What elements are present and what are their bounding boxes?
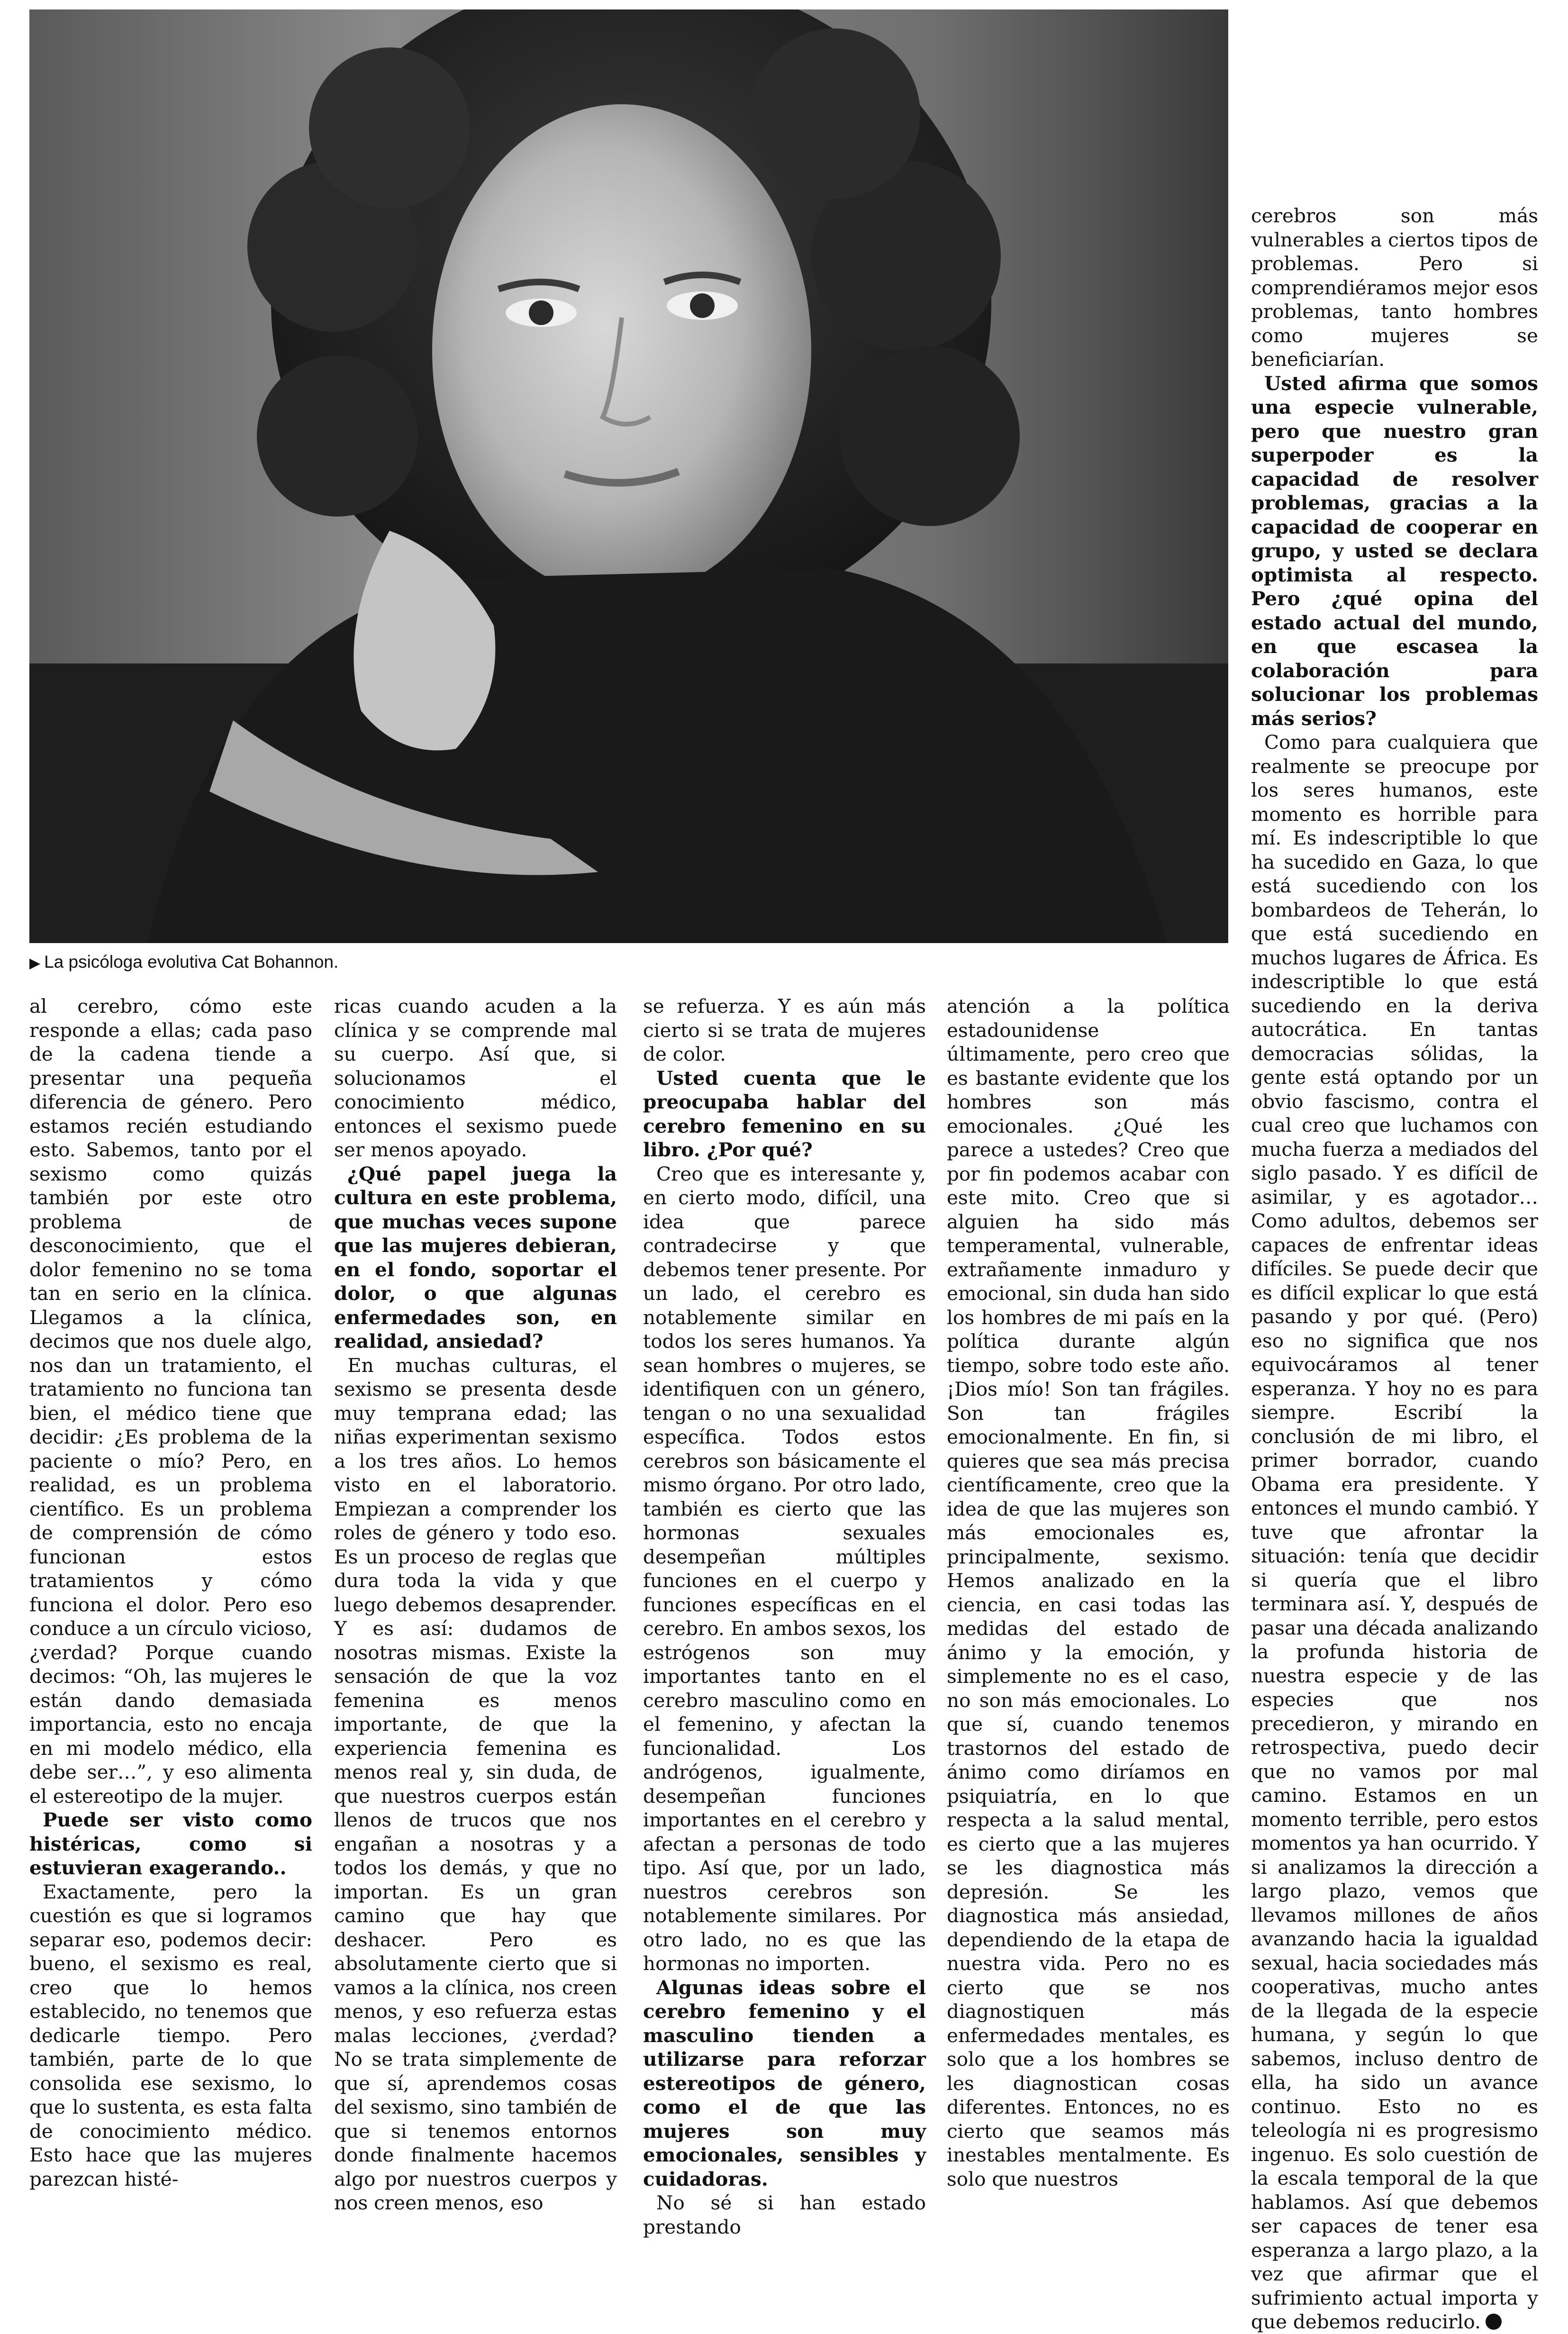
- caption-text: La psicóloga evolutiva Cat Bohannon.: [44, 952, 339, 972]
- portrait-photo-graphic: [29, 9, 1228, 943]
- article-column-2: [334, 994, 617, 2215]
- answer-paragraph: cerebros son más vulnerables a ciertos tipos de problemas. Pero si comprendiéramos mejor esos problemas, tanto hombres como mujeres se beneficiarían.: [1251, 204, 1538, 371]
- answer-paragraph: En muchas culturas, el sexismo se presenta desde muy temprana edad; las niñas experimentan sexismo a los tres años. Lo hemos visto en el laboratorio. Empiezan a comprender los roles de género y todo eso. Es un proceso de reglas que dura toda la vida y que luego debemos desaprender. Y es así: dudamos de nosotras mismas. Existe la sensación de que la voz femenina es menos importante, de que la experiencia femenina es menos real y, sin duda, de que nuestros cuerpos están llenos de trucos que nos engañan a nosotras y a todos los demás, y que no importan. Es un gran camino que hay que deshacer. Pero es absolutamente cierto que si vamos a la clínica, nos creen menos, y eso refuerza estas malas lecciones, ¿verdad? No se trata simplemente de que sí, aprendemos cosas del sexismo, sino también de que si tenemos entornos donde finalmente hacemos algo por nuestros cuerpos y nos creen menos, eso: [334, 1353, 617, 2214]
- answer-paragraph: atención a la política estadounidense últimamente, pero creo que es bastante evidente que los hombres son más emocionales. ¿Qué les parece a ustedes? Creo que por fin podemos acabar con este mito. Creo que si alguien ha sido más temperamental, vulnerable, extrañamente inmaduro y emocional, sin duda han sido los hombres de mi país en la política durante algún tiempo, sobre todo este año. ¡Dios mío! Son tan frágiles. Son tan frágiles emocionalmente. En fin, si quieres que sea más precisa científicamente, creo que la idea de que las mujeres son más emocionales es, principalmente, sexismo. Hemos analizado en la ciencia, en casi todas las medidas del estado de ánimo y la emoción, y simplemente no es el caso, no son más emocionales. Lo que sí, cuando tenemos trastornos del estado de ánimo como diríamos en psiquiatría, en lo que respecta a la salud mental, es cierto que a las mujeres se les diagnostica más depresión. Se les diagnostica más ansiedad, dependiendo de la etapa de nuestra vida. Pero no es cierto que se nos diagnostiquen más enfermedades mentales, es solo que a los hombres se les diagnostican cosas diferentes. Entonces, no es cierto que seamos más inestables mentalmente. Es solo que nuestros: [947, 995, 1230, 2190]
- answer-paragraph: Exactamente, pero la cuestión es que si logramos separar eso, podemos decir: bueno, el sexismo es real, creo que lo hemos establecido, no tenemos que dedicarle tiempo. Pero también, parte de lo que consolida ese sexismo, lo que lo sustenta, es esta falta de conocimiento médico. Esto hace que las mujeres parezcan histé-: [29, 1880, 312, 2190]
- interview-question: Puede ser visto como histéricas, como si estuvieran exagerando..: [29, 1808, 312, 1879]
- triangle-right-icon: ▶: [29, 955, 41, 971]
- article-column-3: [643, 994, 926, 2239]
- interview-question: Usted afirma que somos una especie vulnerable, pero que nuestro gran superpoder es la capacidad de resolver problemas, gracias a la capacidad de cooperar en grupo, y usted se declara optimista al respecto. Pero ¿qué opina del estado actual del mundo, en que escasea la colaboración para solucionar los problemas más serios?: [1251, 372, 1538, 730]
- interview-question: Algunas ideas sobre el cerebro femenino y el masculino tienden a utilizarse para reforzar estereotipos de género, como el de que las mujeres son muy emocionales, sensibles y cuidadoras.: [643, 1976, 926, 2190]
- answer-paragraph: [1251, 730, 1538, 2334]
- portrait-photo: [29, 9, 1228, 943]
- answer-paragraph: ricas cuando acuden a la clínica y se comprende mal su cuerpo. Así que, si solucionamos el conocimiento médico, entonces el sexismo puede ser menos apoyado.: [334, 995, 617, 1161]
- interview-question: Usted cuenta que le preocupaba hablar del cerebro femenino en su libro. ¿Por qué?: [643, 1066, 926, 1161]
- answer-paragraph: Creo que es interesante y, en cierto modo, difícil, una idea que parece contradecirse y que debemos tener presente. Por un lado, el cerebro es notablemente similar en todos los seres humanos. Ya sean hombres o mujeres, se identifiquen con un género, tengan o no una sexualidad específica. Todos estos cerebros son básicamente el mismo órgano. Por otro lado, también es cierto que las hormonas sexuales desempeñan múltiples funciones en el cuerpo y funciones específicas en el cerebro. En ambos sexos, los estrógenos son muy importantes tanto en el cerebro masculino como en el femenino, y afectan la funcionalidad. Los andrógenos, igualmente, desempeñan funciones importantes en el cerebro y afectan a personas de todo tipo. Así que, por un lado, nuestros cerebros son notablemente similares. Por otro lado, no es que las hormonas no importen.: [643, 1162, 926, 1975]
- filled-circle-end-icon: [1486, 2314, 1502, 2330]
- interview-question: ¿Qué papel juega la cultura en este problema, que muchas veces supone que las mujeres debieran, en el fondo, soportar el dolor, o que algunas enfermedades son, en realidad, ansiedad?: [334, 1162, 617, 1353]
- article-column-4: [947, 994, 1230, 2191]
- article-column-1: [29, 994, 312, 2191]
- article-column-5: [1251, 204, 1538, 2334]
- photo-caption: [29, 950, 977, 975]
- answer-paragraph: al cerebro, cómo este responde a ellas; cada paso de la cadena tiende a presentar una pequeña diferencia de género. Pero estamos recién estudiando esto. Sabemos, tanto por el sexismo como quizás también por este otro problema de desconocimiento, que el dolor femenino no se toma tan en serio en la clínica. Llegamos a la clínica, decimos que nos duele algo, nos dan un tratamiento, el tratamiento no funciona tan bien, el médico tiene que decidir: ¿Es problema de la paciente o mío? Pero, en realidad, es un problema científico. Es un problema de comprensión de cómo funcionan estos tratamientos y cómo funciona el dolor. Pero eso conduce a un círculo vicioso, ¿verdad? Porque cuando decimos: “Oh, las mujeres le están dando demasiada importancia, esto no encaja en mi modelo médico, ella debe ser…”, y eso alimenta el estereotipo de la mujer.: [29, 995, 312, 1807]
- answer-text: Como para cualquiera que realmente se preocupe por los seres humanos, este momento es horrible para mí. Es indescriptible lo que ha sucedido en Gaza, lo que está sucediendo con los bombardeos de Teherán, lo que está sucediendo en muchos lugares de África. Es indescriptible lo que está sucediendo en la deriva autocrática. En tantas democracias sólidas, la gente está optando por un obvio fascismo, contra el cual creo que luchamos con mucha fuerza a mediados del siglo pasado. Y es difícil de asimilar, y es agotador… Como adultos, debemos ser capaces de enfrentar ideas difíciles. Se puede decir que es difícil explicar lo que está pasando y por qué. (Pero) eso no significa que nos equivocáramos al tener esperanza. Y hoy no es para siempre. Escribí la conclusión de mi libro, el primer borrador, cuando Obama era presidente. Y entonces el mundo cambió. Y tuve que afrontar la situación: tenía que decidir si quería que el libro terminara así. Y, después de pasar una década analizando la profunda historia de nuestra especie y de las especies que nos precedieron, y mirando en retrospectiva, puedo decir que no vamos por mal camino. Estamos en un momento terrible, pero estos momentos ya han ocurrido. Y si analizamos la dirección a largo plazo, vemos que llevamos millones de años avanzando hacia la igualdad sexual, hacia sociedades más cooperativas, mucho antes de la llegada de la especie humana, y según lo que sabemos, incluso dentro de ella, ha sido un avance continuo. Esto no es teleología ni es progresismo ingenuo. Es solo cuestión de la escala temporal de la que hablamos. Así que debemos ser capaces de tener esa esperanza a largo plazo, a la vez que afirmar que el sufrimiento actual importa y que debemos reducirlo.: [1251, 731, 1538, 2333]
- answer-paragraph: No sé si han estado prestando: [643, 2191, 926, 2238]
- answer-paragraph: se refuerza. Y es aún más cierto si se trata de mujeres de color.: [643, 995, 926, 1065]
